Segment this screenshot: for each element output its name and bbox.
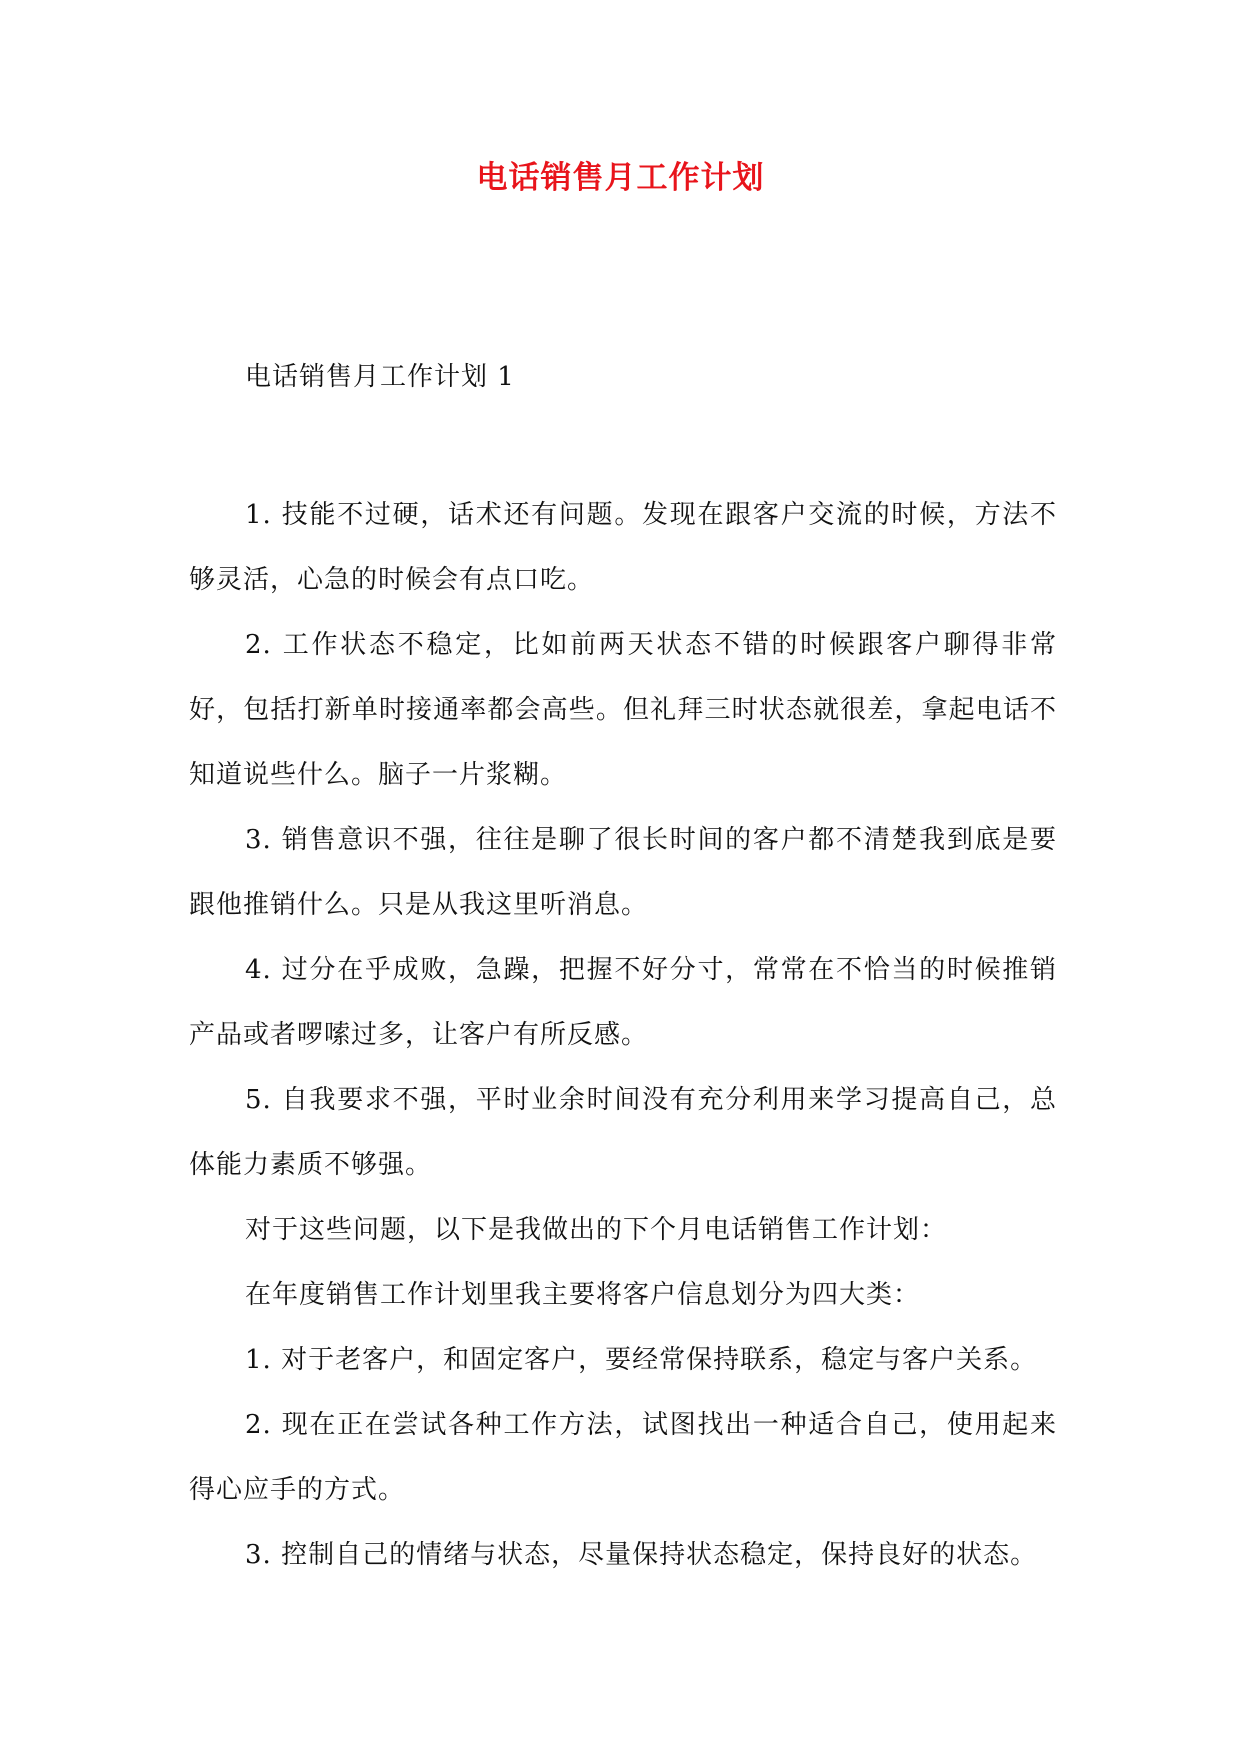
paragraph-2: 2. 工作状态不稳定，比如前两天状态不错的时候跟客户聊得非常好，包括打新单时接通率都会高些。但礼拜三时状态就很差，拿起电话不知道说些什么。脑子一片浆糊。 <box>189 630 1057 790</box>
document-body <box>189 357 1057 1588</box>
paragraph-4: 4. 过分在乎成败，急躁，把握不好分寸，常常在不恰当的时候推销产品或者啰嗦过多，让客户有所反感。 <box>189 955 1057 1050</box>
paragraph-3: 3. 销售意识不强，往往是聊了很长时间的客户都不清楚我到底是要跟他推销什么。只是从我这里听消息。 <box>189 825 1057 920</box>
document-title: 电话销售月工作计划 <box>476 160 765 196</box>
paragraph-6: 对于这些问题，以下是我做出的下个月电话销售工作计划： <box>245 1215 948 1245</box>
paragraph-9: 2. 现在正在尝试各种工作方法，试图找出一种适合自己，使用起来得心应手的方式。 <box>189 1410 1057 1505</box>
paragraph-1: 1. 技能不过硬，话术还有问题。发现在跟客户交流的时候，方法不够灵活，心急的时候会有点口吃。 <box>189 500 1057 595</box>
section-heading: 电话销售月工作计划 1 <box>245 362 515 392</box>
paragraph-5: 5. 自我要求不强，平时业余时间没有充分利用来学习提高自己，总体能力素质不够强。 <box>189 1085 1057 1180</box>
paragraph-10: 3. 控制自己的情绪与状态，尽量保持状态稳定，保持良好的状态。 <box>245 1540 1038 1570</box>
paragraph-8: 1. 对于老客户，和固定客户，要经常保持联系，稳定与客户关系。 <box>245 1345 1038 1375</box>
paragraph-7: 在年度销售工作计划里我主要将客户信息划分为四大类： <box>245 1280 921 1310</box>
